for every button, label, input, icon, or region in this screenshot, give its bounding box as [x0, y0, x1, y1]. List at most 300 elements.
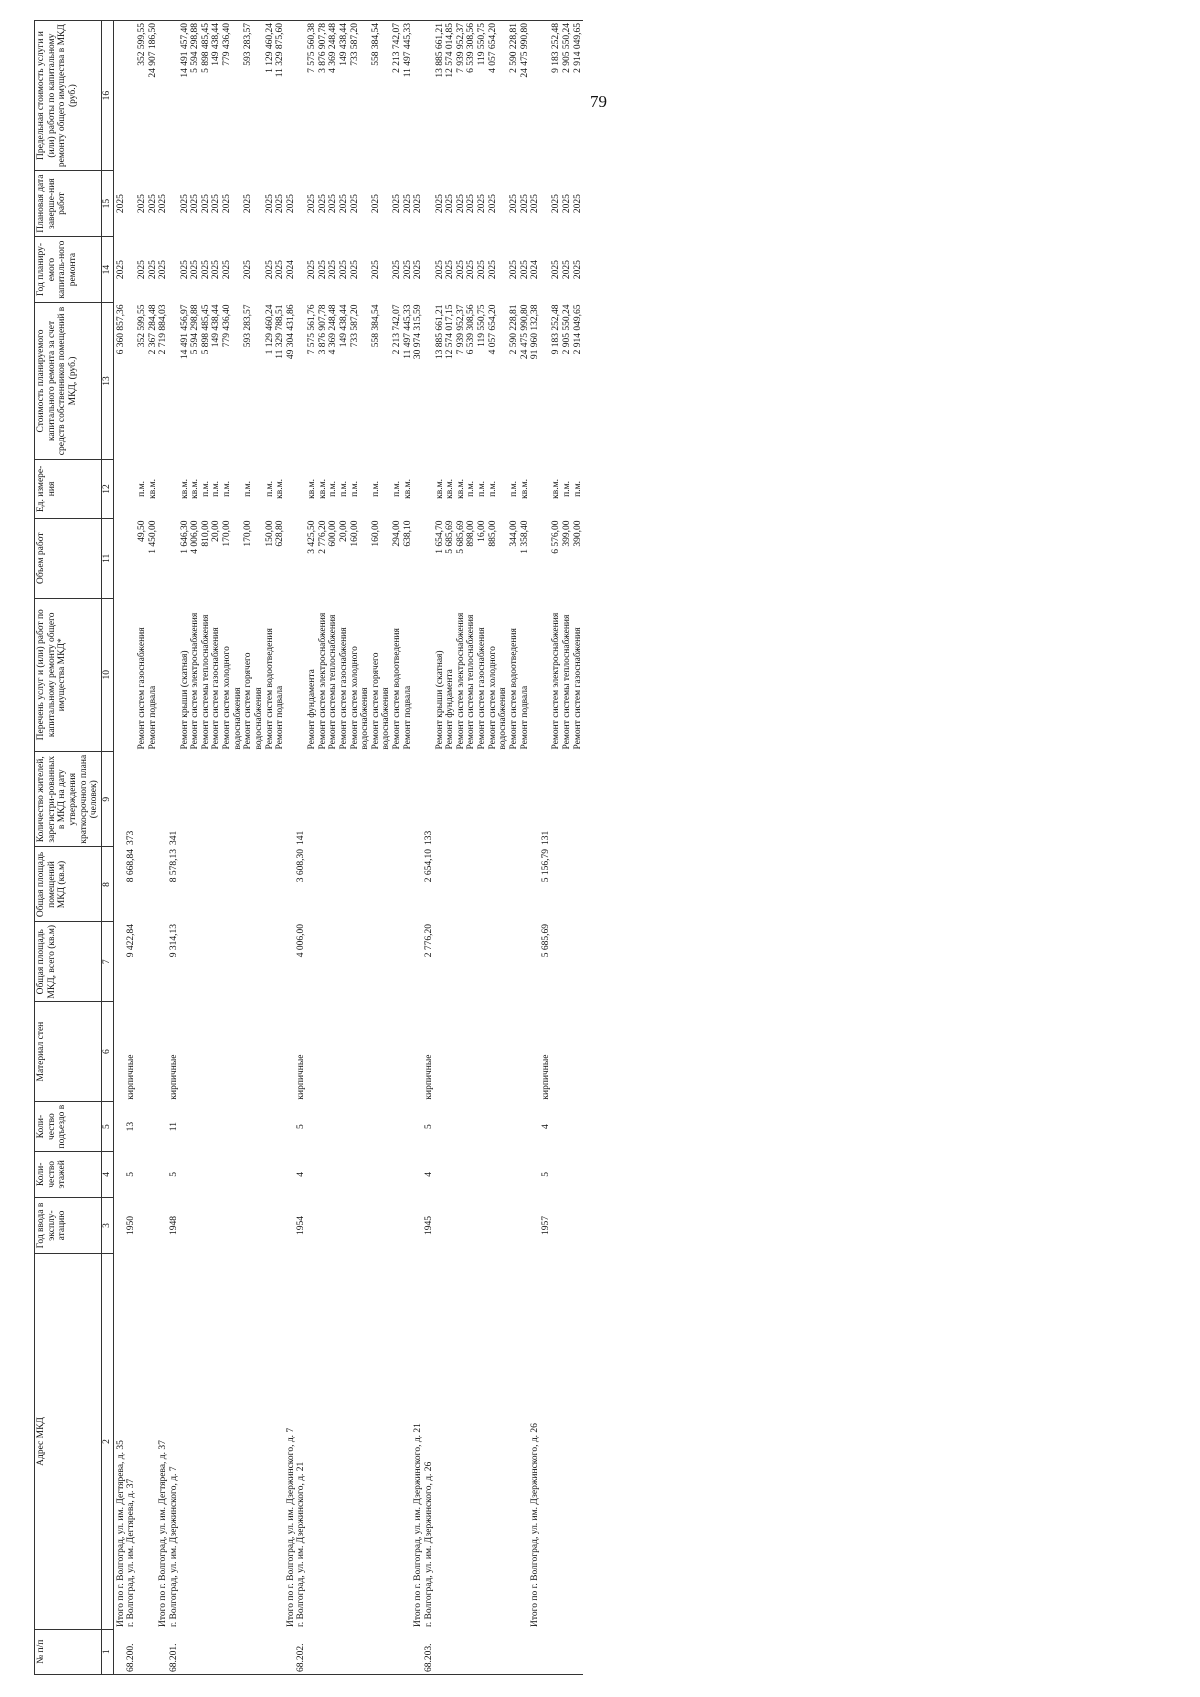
cell-col-11: 1 450,00 [147, 520, 158, 554]
work-type: Ремонт подвала [147, 685, 158, 750]
cell-col-12: кв.м. [190, 479, 201, 499]
cell-col-15: 2025 [285, 194, 296, 214]
cell-col-5 [190, 1102, 201, 1152]
work-row [243, 21, 264, 1675]
planned-cost [541, 303, 552, 460]
max-cost: 24 475 990,80 [520, 21, 531, 171]
cell-col-3 [413, 1197, 424, 1254]
max-cost: 5 594 298,88 [190, 21, 201, 171]
cell-col-3 [488, 1197, 509, 1254]
cell-col-12: п.м. [338, 481, 349, 497]
cell-col-11: 1 654,70 [434, 520, 445, 554]
cell-col-12: кв.м. [402, 479, 413, 499]
work-type: Ремонт фундамента [307, 669, 317, 750]
cell-col-4: 5 [126, 1171, 137, 1177]
work-row [307, 21, 318, 1675]
item-number [158, 1629, 169, 1674]
cell-col-3 [158, 1197, 169, 1254]
cell-col-4 [158, 1152, 169, 1197]
work-type: Ремонт систем электроснабжения [190, 612, 201, 750]
cell-col-7 [180, 922, 191, 1002]
cell-col-9 [350, 752, 371, 847]
cell-col-5 [307, 1102, 318, 1152]
cell-col-7 [520, 922, 531, 1002]
cell-col-9 [520, 752, 531, 847]
work-type: Ремонт систем газоснабжения [572, 627, 583, 750]
cell-col-6 [413, 1002, 424, 1102]
cell-col-7 [113, 922, 126, 1002]
cell-col-7 [371, 922, 392, 1002]
cell-col-6 [477, 1002, 488, 1102]
cell-col-9 [211, 752, 222, 847]
cell-col-14: 2025 [338, 260, 349, 280]
cell-col-12: п.м. [264, 481, 275, 497]
cell-col-3 [445, 1197, 456, 1254]
cell-col-4 [243, 1152, 264, 1197]
item-number [573, 1629, 584, 1674]
max-cost: 1 129 460,24 [265, 21, 276, 171]
cell-col-12: кв.м. [317, 479, 328, 499]
column-header-15: Плановая дата заверше-ния работ [35, 171, 102, 237]
cell-col-4 [339, 1152, 350, 1197]
cell-col-3 [275, 1197, 286, 1254]
cell-col-5 [318, 1102, 329, 1152]
cell-col-7 [530, 922, 541, 1002]
cell-col-9 [551, 752, 562, 847]
cell-col-4 [286, 1152, 297, 1197]
cell-col-11: 170,00 [243, 520, 254, 547]
max-cost: 11 329 875,60 [275, 21, 286, 171]
cell-col-4: 5 [168, 1171, 179, 1177]
column-number-3: 3 [101, 1197, 113, 1254]
cell-col-9 [158, 752, 169, 847]
cell-col-6 [286, 1002, 297, 1102]
cell-col-6 [180, 1002, 191, 1102]
cell-col-11: 4 006,00 [190, 520, 201, 554]
cell-col-15: 2025 [115, 194, 126, 214]
cell-col-8 [403, 847, 414, 922]
work-row [445, 21, 456, 1675]
cell-col-15: 2025 [275, 194, 286, 214]
cell-col-15: 2025 [243, 194, 254, 214]
cell-col-4 [137, 1152, 148, 1197]
cell-col-14: 2025 [402, 260, 413, 280]
cell-col-4: 5 [540, 1171, 551, 1177]
cell-col-7 [350, 922, 371, 1002]
cell-col-3 [211, 1197, 222, 1254]
planned-cost: 7 575 561,76 [307, 304, 317, 355]
cell-col-12: кв.м. [179, 479, 190, 499]
cell-col-11: 49,50 [137, 520, 147, 542]
cell-col-14: 2025 [572, 260, 583, 280]
item-number [190, 1629, 201, 1674]
cell-col-7 [445, 922, 456, 1002]
address [456, 1254, 467, 1629]
planned-cost: 2 905 550,24 [562, 304, 572, 355]
cell-col-8 [222, 847, 243, 922]
item-number [275, 1629, 286, 1674]
cell-col-3 [286, 1197, 297, 1254]
cell-col-6 [211, 1002, 222, 1102]
total-label: Итого по г. Волгоград, ул. им. Дзержинского, д. 7 [285, 1427, 296, 1628]
cell-col-5 [158, 1102, 169, 1152]
address [551, 1254, 562, 1629]
cell-col-4 [392, 1152, 403, 1197]
cell-col-11: 628,80 [275, 520, 286, 547]
cell-col-6 [392, 1002, 403, 1102]
cell-col-15: 2025 [402, 194, 413, 214]
cell-col-4 [445, 1152, 456, 1197]
cell-col-14: 2025 [211, 260, 222, 280]
cell-col-3 [265, 1197, 276, 1254]
cell-col-6 [328, 1002, 339, 1102]
max-cost: 7 575 560,38 [307, 21, 318, 171]
planned-cost: 593 283,57 [243, 304, 254, 348]
planned-cost: 3 876 907,78 [317, 304, 328, 355]
cell-col-11 [530, 518, 541, 598]
cell-col-9 [530, 752, 541, 847]
cell-col-3 [573, 1197, 584, 1254]
address: г. Волгоград, ул. им. Дзержинского, д. 21 [296, 1461, 307, 1628]
cell-col-6 [509, 1002, 520, 1102]
work-row [573, 21, 584, 1675]
address [201, 1254, 212, 1629]
address [243, 1254, 264, 1629]
cell-col-5 [562, 1102, 573, 1152]
cell-col-8 [488, 847, 509, 922]
max-cost: 6 539 308,56 [466, 21, 477, 171]
max-cost: 9 183 252,48 [551, 21, 562, 171]
cell-col-7: 9 314,13 [168, 924, 179, 958]
item-number [307, 1629, 318, 1674]
work-row [265, 21, 276, 1675]
cell-col-14 [126, 237, 137, 303]
cell-col-11 [126, 518, 137, 598]
cell-col-11: 5 685,69 [455, 520, 466, 554]
work-type: Ремонт фундамента [445, 669, 456, 750]
cell-col-15: 2025 [551, 194, 562, 214]
cell-col-15: 2025 [349, 194, 360, 214]
cell-col-12: п.м. [137, 481, 147, 497]
cell-col-6 [520, 1002, 531, 1102]
planned-cost: 9 183 252,48 [551, 304, 562, 355]
cell-col-14 [541, 237, 552, 303]
cell-col-15: 2025 [508, 194, 519, 214]
work-row [275, 21, 286, 1675]
item-number [180, 1629, 191, 1674]
cell-col-8 [286, 847, 297, 922]
address [573, 1254, 584, 1629]
cell-col-7 [286, 922, 297, 1002]
cell-col-11: 150,00 [264, 520, 275, 547]
cell-col-8 [435, 847, 446, 922]
cell-col-12 [286, 459, 297, 518]
cell-col-9 [488, 752, 509, 847]
cell-col-11: 170,00 [222, 520, 232, 547]
cell-col-14: 2024 [285, 260, 296, 280]
cell-col-14: 2025 [243, 260, 254, 280]
planned-cost: 91 960 132,38 [530, 304, 541, 360]
cell-col-5 [573, 1102, 584, 1152]
planned-cost: 149 438,44 [211, 304, 222, 348]
cell-col-7 [488, 922, 509, 1002]
table-body [113, 21, 583, 1675]
total-label: Итого по г. Волгоград, ул. им. Дзержинского, д. 26 [530, 1423, 541, 1628]
cell-col-12 [530, 459, 541, 518]
cell-col-14: 2025 [115, 260, 126, 280]
cell-col-12: п.м. [370, 481, 381, 497]
cell-col-7 [137, 922, 148, 1002]
address [466, 1254, 477, 1629]
cell-col-3 [392, 1197, 403, 1254]
work-type [530, 598, 541, 751]
work-type: Ремонт систем электроснабжения [317, 612, 328, 750]
cell-col-5 [477, 1102, 488, 1152]
work-row [435, 21, 446, 1675]
work-row [180, 21, 191, 1675]
column-number-14: 14 [101, 237, 113, 303]
cell-col-6 [307, 1002, 318, 1102]
cell-col-14: 2025 [413, 260, 424, 280]
cell-col-6 [137, 1002, 148, 1102]
cell-col-14: 2025 [562, 260, 572, 280]
planned-cost [169, 303, 180, 460]
cell-col-11: 160,00 [349, 520, 360, 547]
planned-cost [126, 303, 137, 460]
cell-col-3 [551, 1197, 562, 1254]
cell-col-4 [318, 1152, 329, 1197]
column-number-15: 15 [101, 171, 113, 237]
item-number [339, 1629, 350, 1674]
column-header-4: Коли-чество этажей [35, 1152, 102, 1197]
work-type: Ремонт систем холодного водоснабжения [487, 646, 509, 750]
cell-col-15: 2025 [338, 194, 349, 214]
cell-col-9: 141 [296, 830, 307, 845]
address [328, 1254, 339, 1629]
cell-col-8 [562, 847, 573, 922]
work-type: Ремонт систем газоснабжения [137, 627, 147, 750]
cell-col-6 [403, 1002, 414, 1102]
work-type: Ремонт систем водоотведения [392, 628, 402, 750]
cell-col-5 [435, 1102, 446, 1152]
cell-col-14: 2025 [551, 260, 562, 280]
cell-col-6 [551, 1002, 562, 1102]
cell-col-4 [413, 1152, 424, 1197]
cell-col-12: кв.м. [519, 479, 530, 499]
column-number-6: 6 [101, 1002, 113, 1102]
cell-col-9 [509, 752, 520, 847]
cell-col-12: п.м. [572, 481, 583, 497]
cell-col-4 [466, 1152, 477, 1197]
column-header-10: Перечень услуг и (или) работ по капитальному ремонту общего имущества МКД* [35, 598, 102, 751]
item-number [350, 1629, 371, 1674]
cell-col-14 [169, 237, 180, 303]
cell-col-5 [148, 1102, 159, 1152]
item-number [243, 1629, 264, 1674]
cell-col-8: 2 654,10 [423, 848, 434, 883]
item-number [551, 1629, 562, 1674]
cell-col-14: 2025 [317, 260, 328, 280]
cell-col-6 [222, 1002, 243, 1102]
address: г. Волгоград, ул. им. Дзержинского, д. 7 [168, 1466, 179, 1628]
cell-col-9 [466, 752, 477, 847]
address [520, 1254, 531, 1629]
cell-col-3 [350, 1197, 371, 1254]
cell-col-9: 373 [126, 830, 137, 845]
cell-col-8 [328, 847, 339, 922]
item-number [456, 1629, 467, 1674]
planned-cost: 14 491 456,97 [179, 304, 190, 360]
cell-col-9 [222, 752, 243, 847]
cell-col-12: п.м. [392, 481, 402, 497]
cell-col-14: 2025 [147, 260, 158, 280]
cell-col-4 [477, 1152, 488, 1197]
cell-col-11: 3 425,50 [307, 520, 317, 554]
cell-col-8: 3 608,30 [296, 848, 307, 883]
address [265, 1254, 276, 1629]
cell-col-6 [158, 1002, 169, 1102]
item-number [113, 1629, 126, 1674]
capital-repair-plan-table [34, 20, 583, 1675]
total-label: Итого по г. Волгоград, ул. им. Дегтярева, д. 37 [158, 1440, 169, 1628]
max-cost: 2 914 049,65 [573, 21, 584, 171]
work-type: Ремонт подвала [275, 685, 286, 750]
cell-col-3 [456, 1197, 467, 1254]
cell-col-12: п.м. [222, 481, 232, 497]
cell-col-12 [413, 459, 424, 518]
column-header-1: № п/п [35, 1629, 102, 1674]
cell-col-5 [551, 1102, 562, 1152]
cell-col-4 [113, 1152, 126, 1197]
max-cost: 593 283,57 [243, 21, 264, 171]
work-row [350, 21, 371, 1675]
column-number-row [101, 21, 113, 1675]
item-number: 68.202. [296, 1629, 307, 1674]
cell-col-11: 344,00 [508, 520, 519, 547]
work-type: Ремонт подвала [402, 685, 413, 750]
max-cost: 2 905 550,24 [562, 21, 573, 171]
work-type: Ремонт крыши (скатная) [434, 650, 445, 750]
cell-col-8: 5 156,79 [540, 848, 551, 883]
work-type: Ремонт систем горячего водоснабжения [370, 652, 392, 750]
work-type [296, 598, 307, 751]
work-type: Ремонт систем водоотведения [264, 628, 275, 750]
item-number [371, 1629, 392, 1674]
item-number [477, 1629, 488, 1674]
cell-col-8 [190, 847, 201, 922]
work-row [477, 21, 488, 1675]
cell-col-4 [488, 1152, 509, 1197]
cell-col-5 [445, 1102, 456, 1152]
cell-col-5 [328, 1102, 339, 1152]
cell-col-14 [296, 237, 307, 303]
cell-col-6: кирпичные [423, 1054, 434, 1100]
work-row [392, 21, 403, 1675]
cell-col-14: 2024 [530, 260, 541, 280]
item-number [265, 1629, 276, 1674]
cell-col-8 [520, 847, 531, 922]
address [211, 1254, 222, 1629]
address: г. Волгоград, ул. им. Дегтярева, д. 37 [126, 1478, 137, 1628]
cell-col-3 [339, 1197, 350, 1254]
cell-col-15: 2025 [466, 194, 477, 214]
cell-col-15: 2025 [317, 194, 328, 214]
work-type: Ремонт систем холодного водоснабжения [349, 646, 371, 750]
address: г. Волгоград, ул. им. Дзержинского, д. 26 [423, 1461, 434, 1628]
planned-cost: 4 057 654,20 [487, 304, 498, 355]
cell-col-7 [509, 922, 520, 1002]
cell-col-9 [413, 752, 424, 847]
cell-col-15 [126, 171, 137, 237]
cell-col-14: 2025 [487, 260, 498, 280]
cell-col-4 [222, 1152, 243, 1197]
max-cost: 24 907 186,50 [148, 21, 159, 171]
item-number [466, 1629, 477, 1674]
cell-col-4 [520, 1152, 531, 1197]
cell-col-9 [307, 752, 318, 847]
max-cost: 352 599,55 [137, 21, 148, 171]
cell-col-12 [424, 459, 435, 518]
cell-col-12: кв.м. [275, 479, 286, 499]
cell-col-9 [265, 752, 276, 847]
cell-col-8 [201, 847, 212, 922]
planned-cost: 13 885 661,21 [434, 304, 445, 360]
max-cost: 5 898 485,45 [201, 21, 212, 171]
column-number-1: 1 [101, 1629, 113, 1674]
cell-col-14: 2025 [455, 260, 466, 280]
max-cost: 12 574 014,85 [445, 21, 456, 171]
item-number [445, 1629, 456, 1674]
cell-col-14: 2025 [519, 260, 530, 280]
cell-col-9 [339, 752, 350, 847]
cell-col-6 [350, 1002, 371, 1102]
max-cost [113, 21, 126, 171]
item-number [328, 1629, 339, 1674]
cell-col-6 [275, 1002, 286, 1102]
cell-col-8 [339, 847, 350, 922]
cell-col-6: кирпичные [540, 1054, 551, 1100]
cell-col-5 [413, 1102, 424, 1152]
work-type: Ремонт системы теплоснабжения [466, 614, 477, 750]
cell-col-11 [113, 518, 126, 598]
cell-col-11: 600,00 [328, 520, 339, 547]
header-row [35, 21, 102, 1675]
work-type: Ремонт системы теплоснабжения [200, 614, 211, 750]
cell-col-7 [158, 922, 169, 1002]
work-row [339, 21, 350, 1675]
work-row [466, 21, 477, 1675]
column-header-7: Общая площадь МКД, всего (кв.м) [35, 922, 102, 1002]
cell-col-9 [477, 752, 488, 847]
cell-col-7: 5 685,69 [540, 924, 551, 958]
cell-col-12 [541, 459, 552, 518]
cell-col-8 [211, 847, 222, 922]
cell-col-11: 390,00 [572, 520, 583, 547]
cell-col-5 [456, 1102, 467, 1152]
work-row [222, 21, 243, 1675]
work-type [169, 598, 180, 751]
column-number-5: 5 [101, 1102, 113, 1152]
item-number [211, 1629, 222, 1674]
address [190, 1254, 201, 1629]
cell-col-3 [403, 1197, 414, 1254]
cell-col-3 [243, 1197, 264, 1254]
max-cost: 119 550,75 [477, 21, 488, 171]
column-number-16: 16 [101, 21, 113, 171]
cell-col-15: 2025 [200, 194, 211, 214]
cell-col-8 [413, 847, 424, 922]
address [435, 1254, 446, 1629]
